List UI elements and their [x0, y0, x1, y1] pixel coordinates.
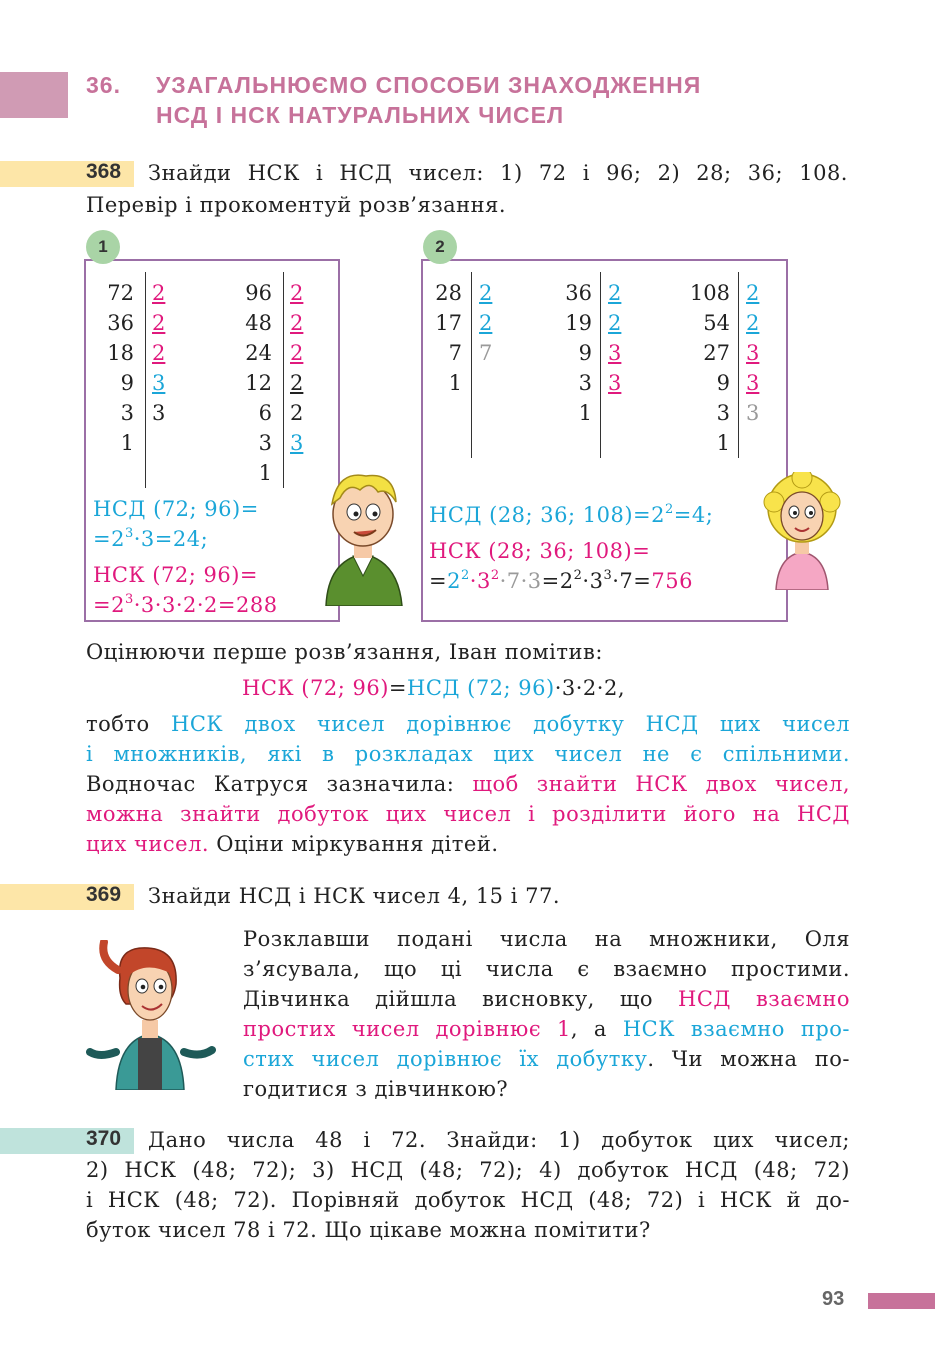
sol2-column-108: 108 54 27 9 3 1: [689, 281, 730, 455]
page-color-bar: [868, 1293, 935, 1309]
sol2-factors-36: 2 2 3 3: [608, 281, 622, 395]
girl-olia-illustration: [86, 940, 216, 1090]
commentary-line-5: цих чисел. Оціни міркування дітей.: [86, 832, 499, 856]
page-number: 93: [822, 1288, 845, 1310]
section-color-bar: [0, 72, 68, 118]
sol2-lcm-line-2: $=2^2\cdot 3^2\cdot 7\cdot 3=2^2\cdot 3^3\cdot 7=756$: [429, 568, 693, 593]
task-370-line-2: 2) НСК (48; 72); 3) НСД (48; 72); 4) добуток НСД (48; 72): [86, 1158, 850, 1182]
formula-line: НСК (72; 96)=НСД (72; 96)·3·2·2,: [242, 676, 626, 700]
commentary-line-4: можна знайти добуток цих чисел і розділити його на НСД: [86, 802, 850, 826]
sol2-factors-28: 2 2 7: [479, 281, 493, 365]
task-369-number: 369: [86, 883, 122, 906]
solution-2-badge: 2: [423, 230, 457, 264]
task-368-number: 368: [86, 160, 122, 183]
sol2-divider-2: [600, 272, 601, 458]
sol2-column-36: 36 19 9 3 1: [565, 281, 592, 425]
task-369-para-line-1: Розклавши подані числа на множники, Оля: [243, 927, 850, 951]
task-370-line-4: буток чисел 78 і 72. Що цікаве можна помітити?: [86, 1218, 651, 1242]
task-369-para-line-2: з’ясувала, що ці числа є взаємно простими.: [243, 957, 850, 981]
solution-1-badge: 1: [86, 230, 120, 264]
sol2-divider-1: [471, 272, 472, 458]
sol2-gcd-line: НСД (28; 36; $108)=2^2=4$;: [429, 502, 714, 527]
task-370-line-3: і НСК (48; 72). Порівняй добуток НСД (48; 72) і НСК й до-: [86, 1188, 850, 1212]
boy-ivan-illustration: [318, 466, 408, 606]
task-370-line-1: Дано числа 48 і 72. Знайди: 1) добуток цих чисел;: [148, 1128, 850, 1152]
commentary-intro: Оцінюючи перше розв’язання, Іван помітив:: [86, 640, 603, 664]
task-368-line-2: Перевір і прокоментуй розв’язання.: [86, 193, 507, 217]
commentary-line-2: і множників, які в розкладах цих чисел не є спільними.: [86, 742, 850, 766]
commentary-line-3: Водночас Катруся зазначила: щоб знайти НСК двох чисел,: [86, 772, 850, 796]
task-369-para-line-5: стих чисел дорівнює їх добутку. Чи можна по-: [243, 1047, 851, 1071]
task-369-para-line-6: годитися з дівчинкою?: [243, 1077, 509, 1101]
sol1-lcm-line-2: $=2^3\cdot 3\cdot 3\cdot 2\cdot 2=288$: [93, 592, 278, 617]
section-title: [86, 70, 701, 130]
sol1-lcm-line-1: НСК (72; 96)=: [93, 563, 258, 587]
task-368-line-1: Знайди НСК і НСД чисел: 1) 72 і 96; 2) 28; 36; 108.: [148, 161, 848, 185]
sol2-lcm-line-1: НСК (28; 36; 108)=: [429, 539, 651, 563]
task-369-para-line-3: Дівчинка дійшла висновку, що НСД взаємно: [243, 987, 850, 1011]
title-line-1: УЗАГАЛЬНЮЄМО СПОСОБИ ЗНАХОДЖЕННЯ: [156, 72, 702, 98]
title-line-2: НСД І НСК НАТУРАЛЬНИХ ЧИСЕЛ: [156, 102, 565, 128]
girl-katrusia-illustration: [762, 472, 842, 590]
section-number: 36.: [86, 72, 121, 98]
sol1-factors-72: 2 2 2 3 3: [152, 281, 166, 425]
sol1-column-96: 96 48 24 12 6 3 1: [245, 281, 272, 485]
commentary-line-1: тобто НСК двох чисел дорівнює добутку НСД цих чисел: [86, 712, 851, 736]
sol1-divider-1: [145, 272, 146, 488]
sol2-divider-3: [738, 272, 739, 458]
task-369-line-1: Знайди НСД і НСК чисел 4, 15 і 77.: [148, 884, 561, 908]
sol1-gcd-line-2: $=2^3\cdot 3=24$;: [93, 526, 209, 551]
sol2-factors-108: 2 2 3 3 3: [746, 281, 760, 425]
sol1-gcd-line-1: НСД (72; 96)=: [93, 497, 259, 521]
sol2-column-28: 28 17 7 1: [435, 281, 462, 395]
sol1-divider-2: [283, 272, 284, 488]
task-369-para-line-4: простих чисел дорівнює 1, а НСК взаємно про-: [243, 1017, 850, 1041]
sol1-factors-96: 2 2 2 2 2 3: [290, 281, 304, 455]
task-370-number: 370: [86, 1127, 122, 1150]
sol1-column-72: 72 36 18 9 3 1: [107, 281, 134, 455]
